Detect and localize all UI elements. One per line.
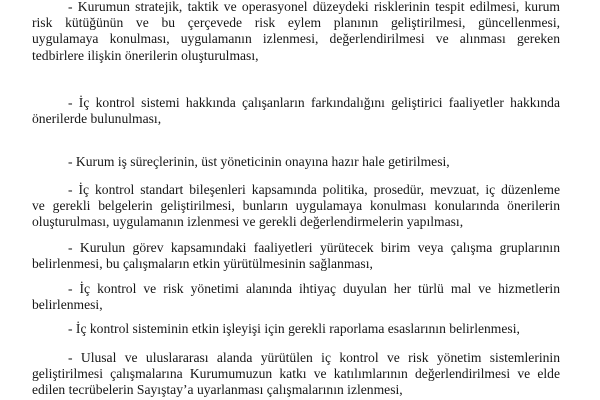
text-line: - İç kontrol sistemi hakkında çalışanların farkındalığını geliştirici faaliyetler hakkında [68,95,560,110]
paragraph-business-processes [32,154,560,170]
text-line: - İç kontrol sisteminin etkin işleyişi için gerekli raporlama esaslarının belirlenmesi, [68,321,520,336]
text-line: geliştirilmesi çalışmalarına Kurumumuzun katkı ve katılımlarının değerlendirilmesi ve elde [32,366,560,382]
text-line: belirlenmesi, bu çalışmaların etkin yürütülmesinin sağlanması, [32,256,373,272]
text-line: önerilerde bulunulması, [32,111,162,127]
paragraph-control-standards [32,182,560,231]
text-line: - İç kontrol ve risk yönetimi alanında ihtiyaç duyulan her türlü mal ve hizmetlerin [68,281,560,296]
text-line: - Ulusal ve uluslararası alanda yürütülen iç kontrol ve risk yönetim sistemlerinin [68,350,560,365]
text-line: edilen tecrübelerin Sayıştay’a uyarlanması çalışmalarının izlenmesi, [32,382,403,398]
text-line: oluşturulması, uygulamanın izlenmesi ve gerekli değerlendirmelerin yapılması, [32,214,464,230]
paragraph-risk-register [32,0,560,64]
paragraph-goods-services [32,281,560,313]
paragraph-reporting [32,321,560,337]
text-line: ve gerekli belgelerin geliştirilmesi, bunların uygulamaya konulması konularında önerilerin [32,198,560,214]
text-line: - İç kontrol standart bileşenleri kapsamında politika, prosedür, mevzuat, iç düzenleme [68,182,560,197]
text-line: belirlenmesi, [32,297,103,313]
text-line: risk kütüğünün ve bu çerçevede risk eylem planının geliştirilmesi, güncellenmesi, [32,15,560,31]
paragraph-international [32,350,560,399]
paragraph-awareness [32,95,560,127]
text-line: tedbirlere ilişkin önerilerin oluşturulması, [32,47,259,63]
text-line: - Kurulun görev kapsamındaki faaliyetleri yürütecek birim veya çalışma gruplarının [68,240,560,255]
paragraph-working-groups [32,240,560,272]
text-line: uygulamaya konulması, uygulamanın izlenmesi, değerlendirilmesi ve alınması gereken [32,31,560,47]
text-line: - Kurumun stratejik, taktik ve operasyonel düzeydeki risklerinin tespit edilmesi, kurum [68,0,560,14]
text-line: - Kurum iş süreçlerinin, üst yöneticinin onayına hazır hale getirilmesi, [68,154,450,169]
